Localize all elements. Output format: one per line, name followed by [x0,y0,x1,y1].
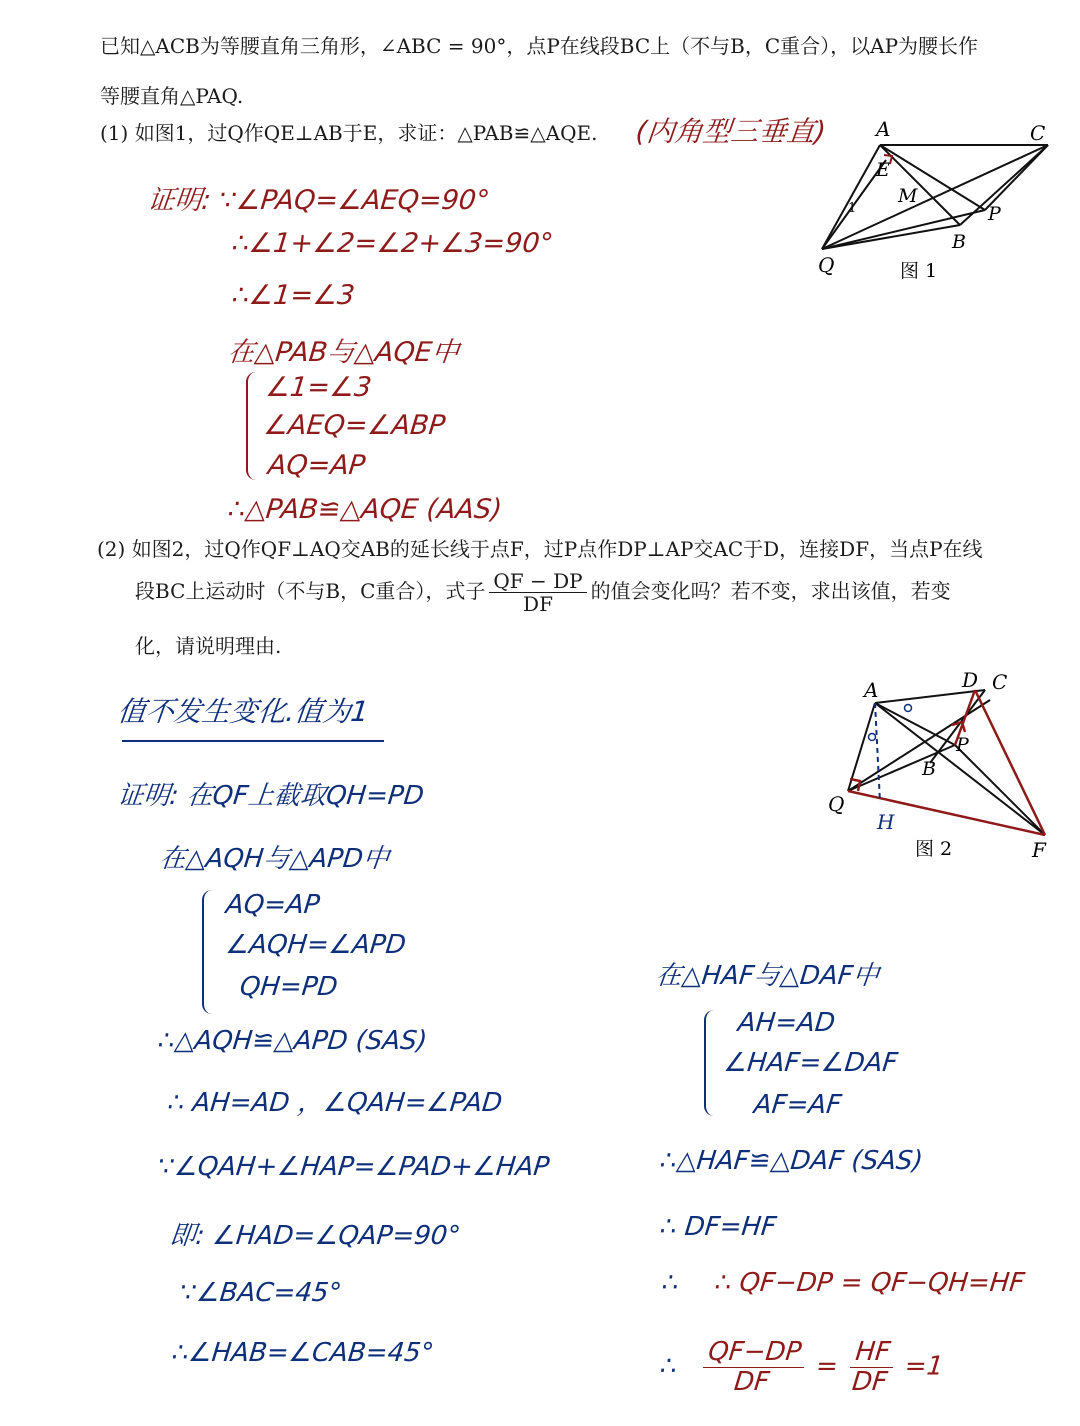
intro-line-2: 等腰直角△PAQ. [100,84,244,108]
proof1-cond-2: ∠AEQ=∠ABP [262,410,447,441]
fig2-label-b: B [922,758,936,780]
proof2-line-1: 证明: 在QF上截取QH=PD [116,781,426,811]
fig2-caption: 图 2 [915,838,953,860]
part2-fraction: $\frac{QF - DP}{DF}$ [489,570,586,615]
proof2-cond-1: AQ=AP [224,890,322,920]
proof1-brace [246,372,256,480]
proof2-cond-3: QH=PD [238,972,340,1002]
proof2-right-line-5: ∴ $\frac{QF-DP}{DF}$ = $\frac{HF}{DF}$ =1 [658,1337,945,1397]
proof1-conclusion: ∴△PAB≌△AQE (AAS) [226,494,504,525]
proof2-line-2: 在△AQH与△APD中 [158,844,391,874]
fig1-label-q: Q [818,253,835,277]
part2-question-line-3: 化，请说明理由. [135,634,282,658]
proof2-right-cond-3: AF=AF [752,1090,843,1120]
final-fraction-2: $\frac{HF}{DF}$ [847,1338,896,1396]
fig1-label-e: E [876,159,890,181]
intro-line-1: 已知△ACB为等腰直角三角形，∠ABC = 90°，点P在线段BC上（不与B，C重合），以AP为腰长作 [100,34,979,58]
angle-mark-circle [905,705,912,712]
proof1-line-2: ∴∠1+∠2=∠2+∠3=90° [230,228,555,259]
fig1-caption: 图 1 [900,260,938,282]
proof2-right-line-3: ∴ DF=HF [658,1212,778,1242]
proof2-right-line-4: ∴ ∴ QF−DP = QF−QH=HF [660,1268,1026,1298]
proof2-right-line-2: ∴△HAF≌△DAF (SAS) [658,1146,925,1176]
proof1-cond-1: ∠1=∠3 [264,372,374,403]
fig2-label-h: H [877,810,895,834]
proof2-line-6: 即: ∠HAD=∠QAP=90° [168,1221,462,1251]
proof2-line-4: ∴ AH=AD ，∠QAH=∠PAD [166,1088,504,1118]
fig2-label-c: C [992,670,1008,694]
part2-question-line-1: (2) 如图2，过Q作QF⊥AQ交AB的延长线于点F，过P点作DP⊥AP交AC于D，连接DF，当点P在线 [97,537,983,561]
fig1-label-p: P [988,203,1001,225]
proof2-line-8: ∴∠HAB=∠CAB=45° [170,1338,436,1368]
proof1-line-4: 在△PAB与△AQE中 [226,337,461,368]
fig2-label-f: F [1032,838,1046,862]
fig1-label-b: B [952,231,966,253]
proof2-line-3: ∴△AQH≌△APD (SAS) [156,1026,429,1056]
part2-question-line-2: 段BC上运动时（不与B，C重合），式子 $\frac{QF - DP}{DF}$ 的值会变化吗？若不变，求出该值，若变 [135,569,951,616]
fig1-label-c: C [1030,121,1046,145]
final-fraction-1: $\frac{QF-DP}{DF}$ [700,1338,807,1396]
proof2-line-5: ∵∠QAH+∠HAP=∠PAD+∠HAP [156,1152,551,1182]
proof2-cond-2: ∠AQH=∠APD [224,930,408,960]
proof1-cond-3: AQ=AP [266,450,367,481]
fig2-label-a: A [864,678,879,702]
fig1-label-angle-1: 1 [848,201,857,216]
answer-underline [122,740,384,742]
figure-2 [820,665,1070,875]
proof2-right-line-1: 在△HAF与△DAF中 [654,961,881,991]
fig1-label-a: A [876,117,891,141]
proof2-answer: 值不发生变化.值为1 [116,695,371,728]
fig2-label-p: P [956,734,969,756]
fig2-label-d: D [962,668,979,692]
figure-1 [800,110,1070,290]
part1-question: (1) 如图1，过Q作QE⊥AB于E，求证：△PAB≌△AQE. [100,121,598,145]
proof2-brace-right [704,1010,714,1116]
proof2-right-cond-1: AH=AD [736,1008,837,1038]
fig1-label-m: M [898,185,918,207]
part1-note: (内角型三垂直) [634,115,828,148]
proof1-line-1: 证明: ∵∠PAQ=∠AEQ=90° [146,185,492,216]
proof2-line-7: ∵∠BAC=45° [178,1278,344,1308]
proof2-right-cond-2: ∠HAF=∠DAF [722,1048,900,1078]
proof2-brace-left [202,890,212,1014]
proof1-line-3: ∴∠1=∠3 [230,280,357,311]
angle-mark-circle [869,734,876,741]
fig2-label-q: Q [828,792,845,816]
